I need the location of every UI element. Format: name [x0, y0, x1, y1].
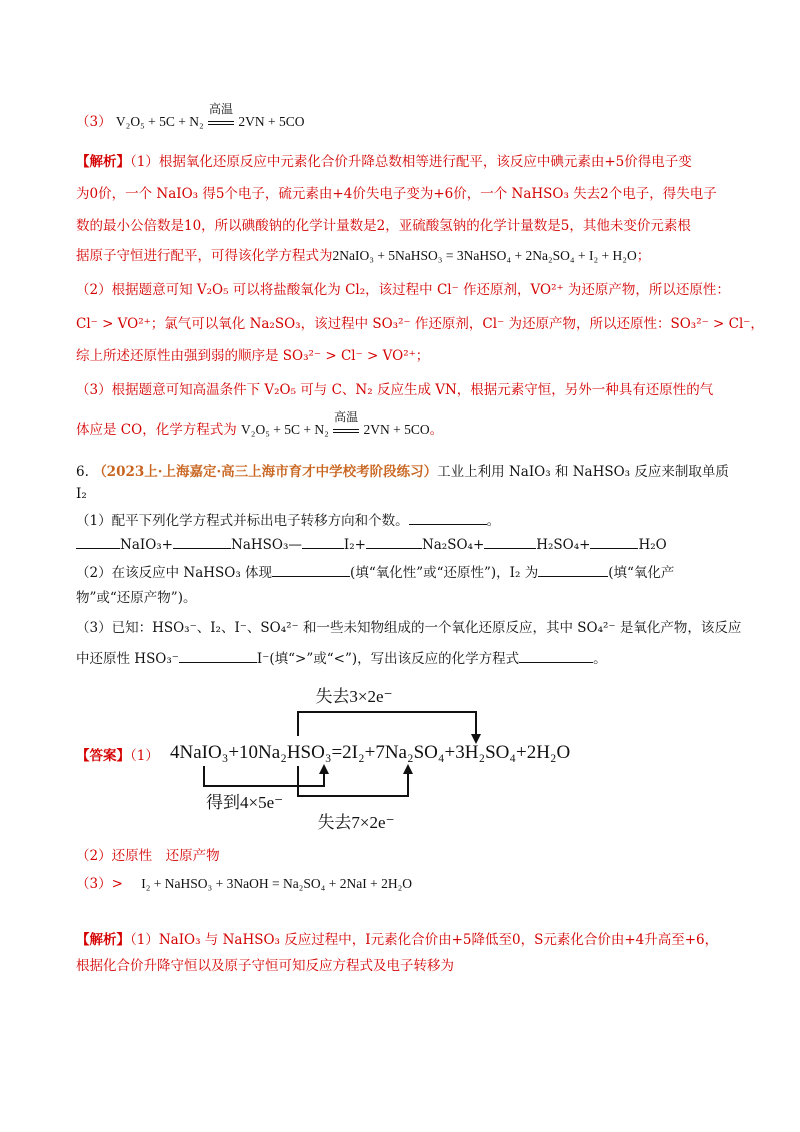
q6-part1-end: 。: [486, 513, 501, 529]
q6-part3-end: 。: [593, 651, 607, 667]
q6-part3-blank1[interactable]: [179, 648, 257, 663]
eq-term-5: H₂SO₄+: [536, 537, 591, 553]
q6-part2-text3: (填“氧化产: [608, 565, 675, 581]
coef-blank-6[interactable]: [590, 534, 638, 549]
q6-equation: [76, 534, 667, 555]
analysis1-text4: 据原子守恒进行配平，可得该化学方程式为: [76, 248, 333, 264]
q6-part2-blank1[interactable]: [272, 562, 350, 577]
analysis1-line8: （3）根据题意可知高温条件下 V₂O₅ 可与 C、N₂ 反应生成 VN，根据元素守恒，另外一种具有还原性的气: [76, 382, 714, 398]
p3-arrow: [208, 102, 234, 132]
lose-bottom-label: 失去7×2e⁻: [317, 813, 395, 832]
q6-part1-blank[interactable]: [409, 510, 487, 525]
analysis1-l9-arrow: [333, 410, 359, 440]
gain-bracket: [204, 766, 324, 786]
analysis1-l9-rhs: 2VN + 5CO: [363, 422, 430, 437]
answer-part3-eq: I₂ + NaHSO₃ + 3NaOH = Na₂SO₄ + 2NaI + 2H₂O: [141, 876, 413, 891]
analysis1-tag: 【解析】: [76, 154, 130, 170]
q6-stem2: I₂: [76, 486, 87, 502]
q6-part3-text2: I⁻(填“>”或“<”)，写出该反应的化学方程式: [256, 651, 520, 667]
answer-part3-label: （3）>: [76, 876, 123, 892]
analysis1-line5: （2）根据题意可知 V₂O₅ 可以将盐酸氧化为 Cl₂，该过程中 Cl⁻ 作还原剂，VO²⁺ 为还原产物，所以还原性：: [76, 282, 730, 298]
answer-part2: （2）还原性 还原产物: [76, 848, 220, 864]
lose-top-bracket: [298, 712, 476, 738]
analysis1-line9: [76, 410, 444, 440]
lose-top-label: 失去3×2e⁻: [315, 687, 393, 706]
p3-label: （3）: [76, 114, 112, 130]
analysis2-line2: 根据化合价升降守恒以及原子守恒可知反应方程式及电子转移为: [76, 958, 454, 974]
q6-part2-cont: 物”或“还原产物”)。: [76, 590, 197, 606]
coef-blank-1[interactable]: [76, 534, 120, 549]
analysis1-text1: （1）根据氧化还原反应中元素化合价升降总数相等进行配平，该反应中碘元素由+5价得电子变: [130, 154, 692, 170]
q6-part2-text1: （2）在该反应中 NaHSO₃ 体现: [76, 565, 273, 581]
answer-part1: （1）: [130, 748, 159, 764]
analysis1-line7: 综上所述还原性由强到弱的顺序是 SO₃²⁻ > Cl⁻ > VO²⁺；: [76, 348, 430, 364]
p3-condition: 高温: [209, 102, 234, 116]
eq-term-1: NaIO₃+: [120, 537, 173, 553]
lose-bottom-arrowhead: [403, 764, 413, 774]
analysis1-line3: 数的最小公倍数是10，所以碘酸钠的化学计量数是2，亚硫酸氢钠的化学计量数是5，其他未变价元素根: [76, 218, 691, 234]
eq-term-4: Na₂SO₄+: [421, 537, 485, 553]
q6-part1-text: （1）配平下列化学方程式并标出电子转移方向和个数。: [76, 513, 409, 529]
q6-part3-cont: [76, 648, 607, 669]
eq-term-2: NaHSO₃—: [231, 537, 302, 553]
q6-part2-text2: (填“氧化性”或“还原性”)，I₂ 为: [350, 565, 539, 581]
coef-blank-2[interactable]: [173, 534, 231, 549]
electron-transfer-diagram: [76, 680, 596, 840]
q6-stem1: 工业上利用 NaIO₃ 和 NaHSO₃ 反应来制取单质: [437, 464, 729, 480]
coef-blank-5[interactable]: [484, 534, 536, 549]
p3-formula: [76, 102, 305, 132]
q6-part3-blank2[interactable]: [519, 648, 593, 663]
q6-source: （2023上·上海嘉定·高三上海市育才中学校考阶段练习）: [93, 464, 438, 480]
q6-part3-text1: 中还原性 HSO₃⁻: [76, 651, 179, 667]
analysis2-text1: （1）NaIO₃ 与 NaHSO₃ 反应过程中，I元素化合价由+5降低至0，S元素化合价由+4升高至+6，: [130, 932, 719, 948]
q6-number: 6.: [76, 464, 89, 480]
analysis1-end9: 。: [429, 422, 444, 438]
analysis1-line2: 为0价，一个 NaIO₃ 得5个电子，硫元素由+4价失电子变为+6价，一个 NaHSO₃ 失去2个电子，得失电子: [76, 186, 717, 202]
analysis1-line4: [76, 246, 650, 266]
lose-bottom-bracket: [298, 766, 408, 796]
answer-tag: 【答案】: [76, 748, 130, 764]
analysis2-tag: 【解析】: [76, 932, 130, 948]
q6-part1: [76, 510, 500, 531]
q6-part3: （3）已知：HSO₃⁻、I₂、I⁻、SO₄²⁻ 和一些未知物组成的一个氧化还原反应，其中 SO₄²⁻ 是氧化产物，该反应: [76, 620, 742, 636]
p3-lhs: V₂O₅ + 5C + N₂: [115, 114, 204, 129]
analysis1-end4: ；: [636, 248, 651, 264]
analysis1-l9-cond: 高温: [334, 410, 359, 424]
gain-arrowhead: [319, 764, 329, 774]
analysis1-text9: 体应是 CO，化学方程式为: [76, 422, 237, 438]
answer-part3: [76, 874, 412, 894]
analysis1-l9-lhs: V₂O₅ + 5C + N₂: [241, 422, 329, 437]
q6-part2-blank2[interactable]: [538, 562, 608, 577]
q6-part2: [76, 562, 674, 583]
gain-label: 得到4×5e⁻: [206, 793, 284, 812]
q6-line1: [76, 462, 729, 482]
analysis2-line1: [76, 930, 718, 950]
analysis1-line6: Cl⁻ > VO²⁺；氯气可以氧化 Na₂SO₃，该过程中 SO₃²⁻ 作还原剂，Cl⁻ 为还原产物，所以还原性：SO₃²⁻ > Cl⁻，: [76, 316, 764, 332]
p3-rhs: 2VN + 5CO: [238, 114, 305, 129]
analysis1-line1: [76, 152, 692, 172]
analysis1-eq: 2NaIO₃ + 5NaHSO₃ = 3NaHSO₄ + 2Na₂SO₄ + I₂ + H₂O: [332, 248, 637, 263]
eq-term-3: I₂+: [343, 537, 366, 553]
eq-term-6: H₂O: [638, 537, 667, 553]
answer-equation: 4NaIO₃+10Na₂HSO₃=2I₂+7Na₂SO₄+3H₂SO₄+2H₂O: [170, 742, 571, 763]
coef-blank-3[interactable]: [302, 534, 344, 549]
coef-blank-4[interactable]: [366, 534, 422, 549]
